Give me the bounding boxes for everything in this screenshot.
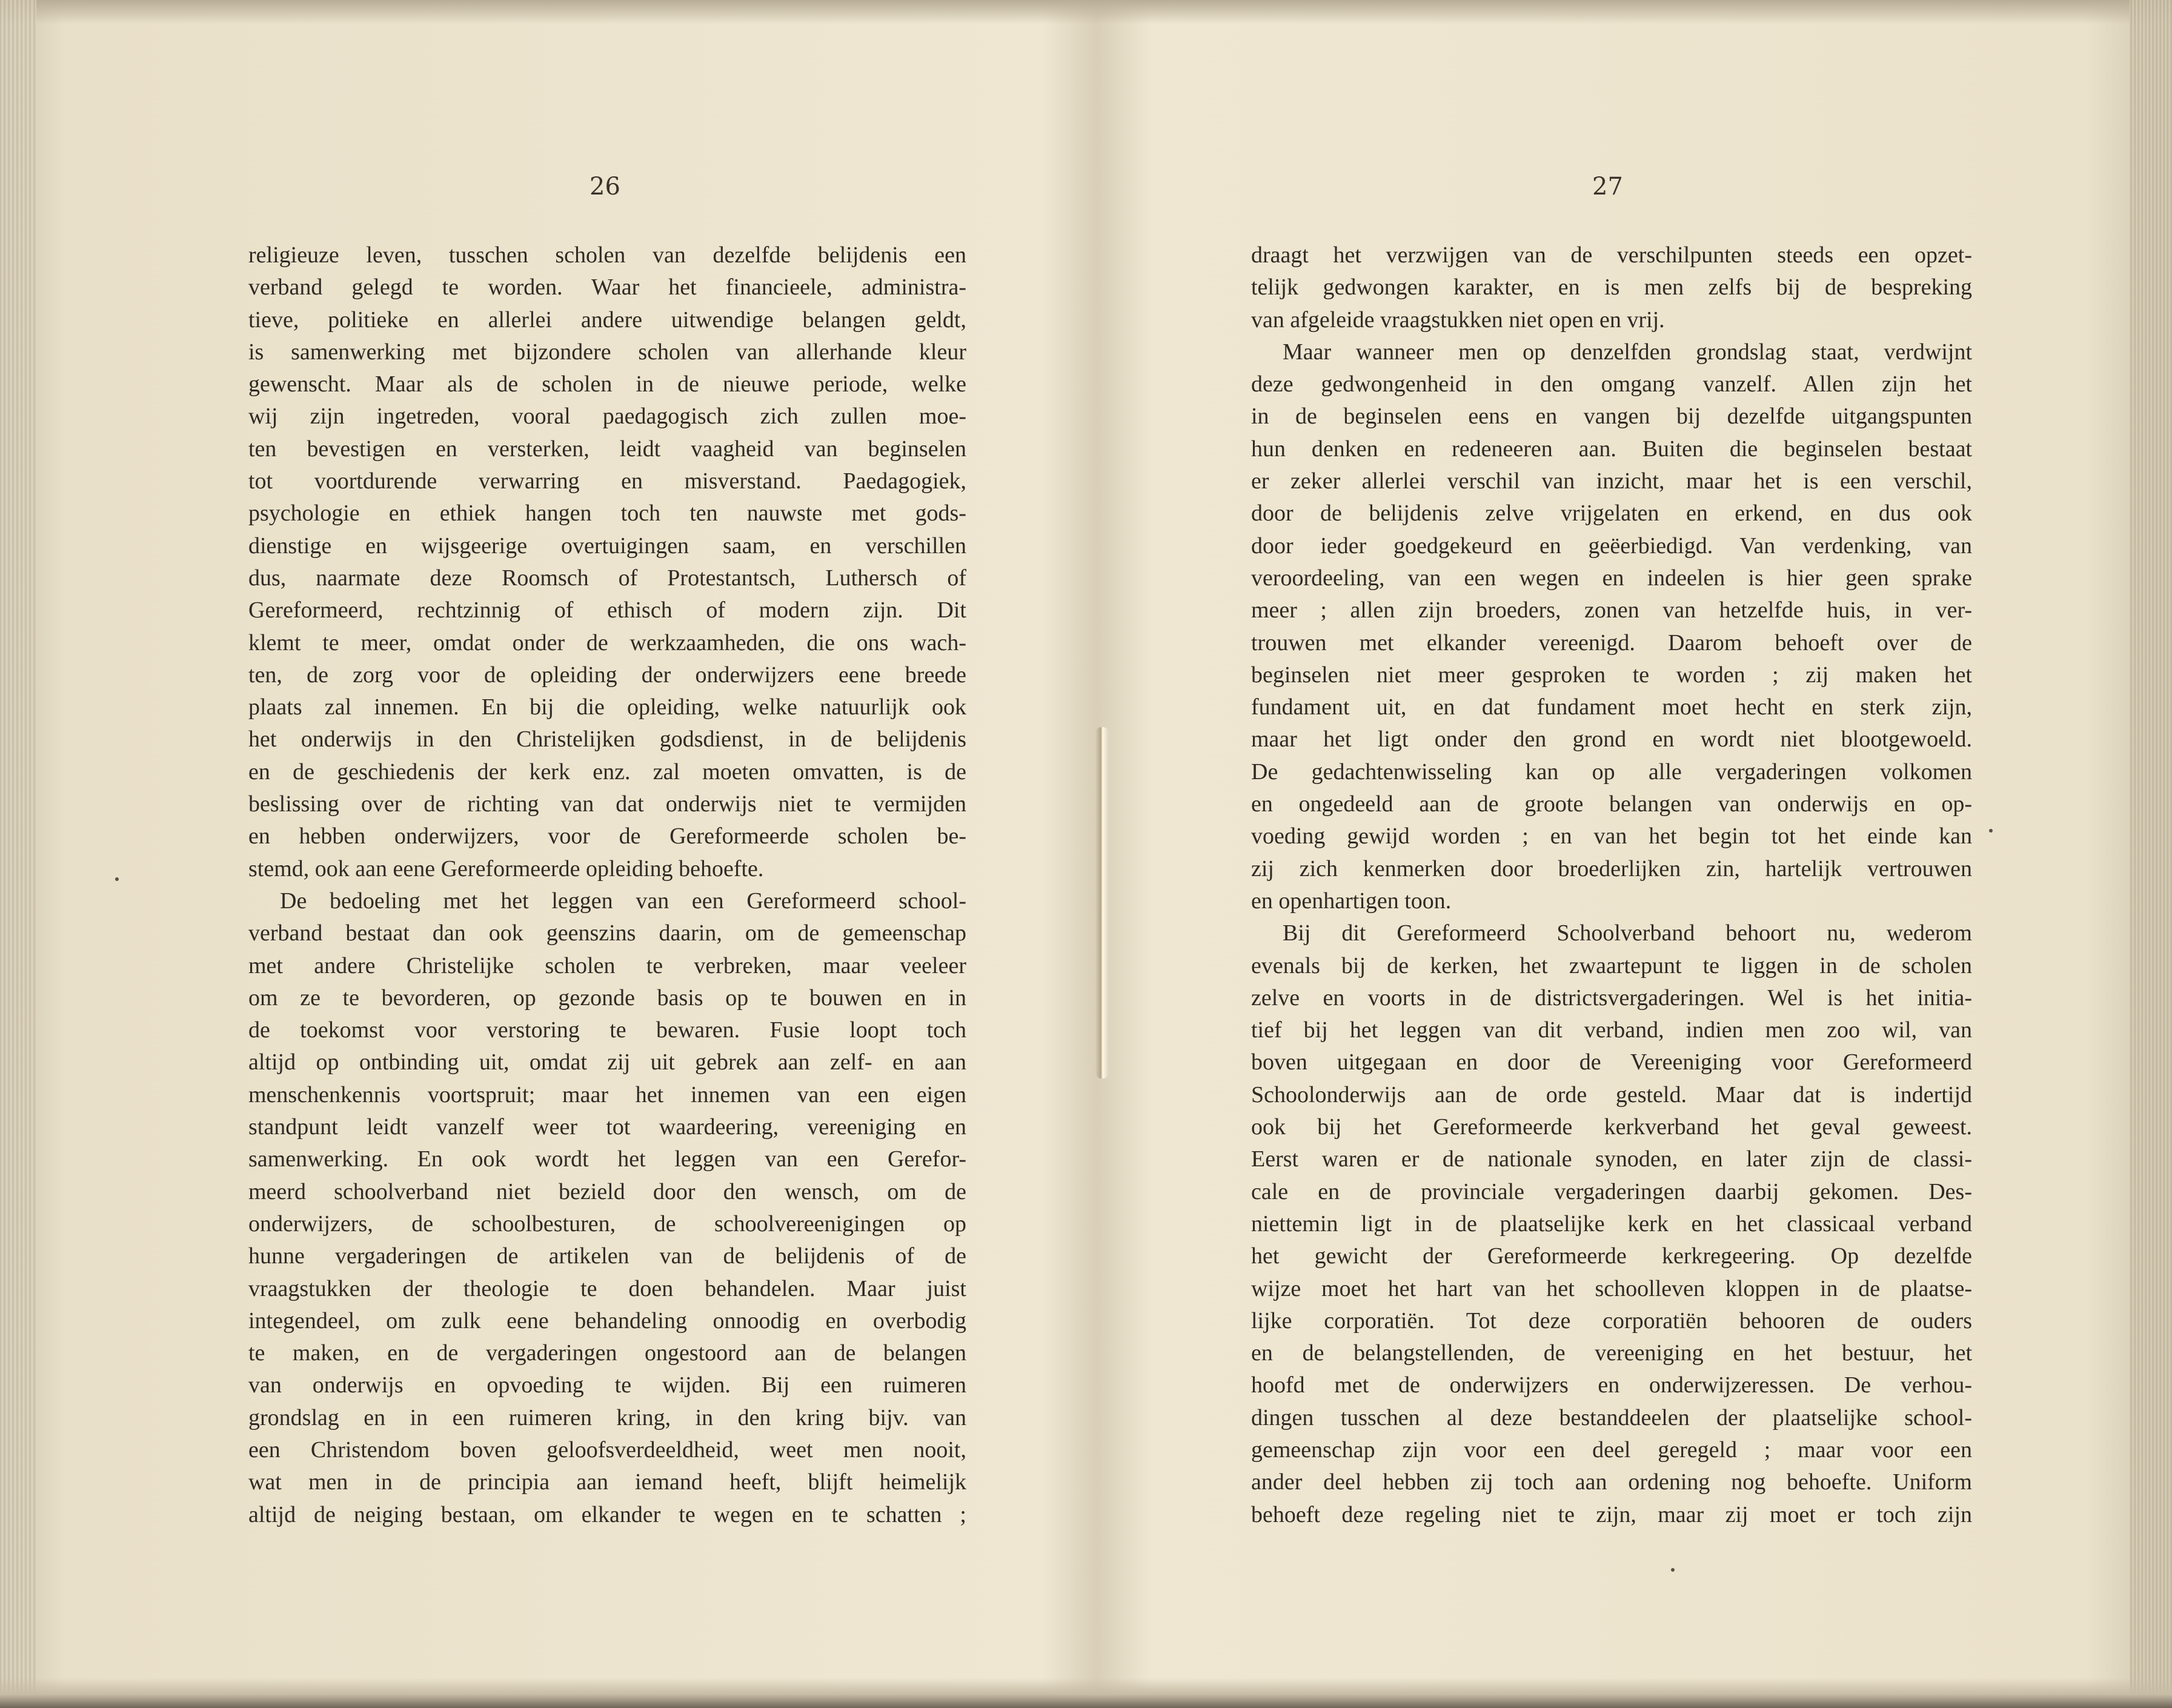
paper-speck	[1989, 829, 1993, 832]
text-line: tot voortdurende verwarring en misverstand. Paedagogiek,	[248, 468, 966, 494]
text-line: religieuze leven, tusschen scholen van dezelfde belijdenis een	[248, 242, 966, 268]
text-line: en hebben onderwijzers, voor de Gereformeerde scholen be-	[248, 823, 966, 849]
text-line: stemd, ook aan eene Gereformeerde opleiding behoefte.	[248, 856, 764, 882]
left-page-stack-edge	[0, 0, 36, 1708]
left-page-text-column	[248, 239, 966, 1531]
text-line: door de belijdenis zelve vrijgelaten en erkend, en dus ook	[1251, 500, 1972, 527]
text-line: De gedachtenwisseling kan op alle vergaderingen volkomen	[1251, 759, 1972, 785]
text-line: met andere Christelijke scholen te verbreken, maar veeleer	[248, 952, 966, 979]
text-line: zelve en voorts in de districtsvergaderingen. Wel is het initia-	[1251, 985, 1972, 1011]
text-line: klemt te meer, omdat onder de werkzaamheden, die ons wach-	[248, 630, 966, 656]
page-number-left: 26	[589, 173, 620, 201]
text-line: fundament uit, en dat fundament moet hecht en sterk zijn,	[1251, 694, 1972, 720]
text-line: en de geschiedenis der kerk enz. zal moeten omvatten, is de	[248, 759, 966, 785]
text-line: tieve, politieke en allerlei andere uitwendige belangen geldt,	[248, 307, 966, 333]
text-line: veroordeeling, van een wegen en indeelen is hier geen sprake	[1251, 565, 1972, 591]
text-line: te maken, en de vergaderingen ongestoord aan de belangen	[248, 1340, 966, 1366]
text-line: lijke corporatiën. Tot deze corporatiën behooren de ouders	[1251, 1308, 1972, 1334]
right-page-text-column	[1251, 239, 1972, 1531]
text-line: gewenscht. Maar als de scholen in de nieuwe periode, welke	[248, 371, 966, 397]
text-line: de toekomst voor verstoring te bewaren. Fusie loopt toch	[248, 1017, 966, 1043]
text-line: het gewicht der Gereformeerde kerkregeering. Op dezelfde	[1251, 1243, 1972, 1269]
text-line: plaats zal innemen. En bij die opleiding, welke natuurlijk ook	[248, 694, 966, 720]
text-line: behoeft deze regeling niet te zijn, maar zij moet er toch zijn	[1251, 1501, 1972, 1527]
text-line: altijd op ontbinding uit, omdat zij uit gebrek aan zelf- en aan	[248, 1049, 966, 1075]
text-line: voeding gewijd worden ; en van het begin tot het einde kan	[1251, 823, 1972, 849]
text-line: integendeel, om zulk eene behandeling onnoodig en overbodig	[248, 1308, 966, 1334]
top-edge-shadow	[0, 0, 2172, 24]
text-line: en openhartigen toon.	[1251, 888, 1452, 914]
text-line: en ongedeeld aan de groote belangen van onderwijs en op-	[1251, 791, 1972, 817]
text-line: beslissing over de richting van dat onderwijs niet te vermijden	[248, 791, 966, 817]
text-line: ten bevestigen en versterken, leidt vaagheid van beginselen	[248, 436, 966, 462]
text-line: dus, naarmate deze Roomsch of Protestantsch, Luthersch of	[248, 565, 966, 591]
text-line: om ze te bevorderen, op gezonde basis op te bouwen en in	[248, 985, 966, 1011]
text-line: draagt het verzwijgen van de verschilpunten steeds een opzet-	[1251, 242, 1972, 268]
text-line: grondslag en in een ruimeren kring, in den kring bijv. van	[248, 1404, 966, 1431]
text-line: dienstige en wijsgeerige overtuigingen saam, en verschillen	[248, 533, 966, 559]
text-line: wij zijn ingetreden, vooral paedagogisch zich zullen moe-	[248, 404, 966, 430]
binding-gutter	[1095, 727, 1109, 1078]
paper-speck	[1671, 1568, 1675, 1572]
text-line: psychologie en ethiek hangen toch ten nauwste met gods-	[248, 500, 966, 527]
text-line: meer ; allen zijn broeders, zonen van hetzelfde huis, in ver-	[1251, 597, 1972, 623]
text-line: trouwen met elkander vereenigd. Daarom behoeft over de	[1251, 630, 1972, 656]
text-line: een Christendom boven geloofsverdeeldheid, weet men nooit,	[248, 1437, 966, 1463]
text-line: Schoolonderwijs aan de orde gesteld. Maar dat is indertijd	[1251, 1082, 1972, 1108]
text-line: en de belangstellenden, de vereeniging en het bestuur, het	[1251, 1340, 1972, 1366]
text-line: vraagstukken der theologie te doen behandelen. Maar juist	[248, 1275, 966, 1301]
text-line: altijd de neiging bestaan, om elkander te wegen en te schatten ;	[248, 1501, 966, 1527]
text-line: ander deel hebben zij toch aan ordening nog behoefte. Uniform	[1251, 1469, 1972, 1495]
text-line: wat men in de principia aan iemand heeft, blijft heimelijk	[248, 1469, 966, 1495]
right-page-stack-edge	[2130, 0, 2172, 1708]
text-line: beginselen niet meer gesproken te worden ; zij maken het	[1251, 662, 1972, 688]
bottom-edge-shadow	[0, 1678, 2172, 1708]
text-line: telijk gedwongen karakter, en is men zelfs bij de bespreking	[1251, 274, 1972, 301]
text-line: hoofd met de onderwijzers en onderwijzeressen. De verhou-	[1251, 1372, 1972, 1398]
text-line: verband gelegd te worden. Waar het financieele, administra-	[248, 274, 966, 301]
text-line: ook bij het Gereformeerde kerkverband het geval geweest.	[1251, 1114, 1972, 1140]
text-line: boven uitgegaan en door de Vereeniging voor Gereformeerd	[1251, 1049, 1972, 1075]
text-line: verband bestaat dan ook geenszins daarin, om de gemeenschap	[248, 920, 966, 946]
text-line: Maar wanneer men op denzelfden grondslag staat, verdwijnt	[1283, 339, 1972, 365]
text-line: hun denken en redeneeren aan. Buiten die beginselen bestaat	[1251, 436, 1972, 462]
text-line: door ieder goedgekeurd en geëerbiedigd. Van verdenking, van	[1251, 533, 1972, 559]
text-line: zij zich kenmerken door broederlijken zin, hartelijk vertrouwen	[1251, 856, 1972, 882]
text-line: menschenkennis voortspruit; maar het innemen van een eigen	[248, 1082, 966, 1108]
text-line: Eerst waren er de nationale synoden, en later zijn de classi-	[1251, 1146, 1972, 1172]
text-line: meerd schoolverband niet bezield door den wensch, om de	[248, 1178, 966, 1205]
text-line: dingen tusschen al deze bestanddeelen der plaatselijke school-	[1251, 1404, 1972, 1431]
text-line: Gereformeerd, rechtzinnig of ethisch of modern zijn. Dit	[248, 597, 966, 623]
text-line: Bij dit Gereformeerd Schoolverband behoort nu, wederom	[1283, 920, 1972, 946]
text-line: niettemin ligt in de plaatselijke kerk en het classicaal verband	[1251, 1211, 1972, 1237]
text-line: wijze moet het hart van het schoolleven kloppen in de plaatse-	[1251, 1275, 1972, 1301]
paper-speck	[115, 877, 119, 881]
text-line: ten, de zorg voor de opleiding der onderwijzers eene breede	[248, 662, 966, 688]
text-line: van afgeleide vraagstukken niet open en vrij.	[1251, 307, 1665, 333]
text-line: het onderwijs in den Christelijken godsdienst, in de belijdenis	[248, 726, 966, 753]
text-line: deze gedwongenheid in den omgang vanzelf. Allen zijn het	[1251, 371, 1972, 397]
text-line: standpunt leidt vanzelf weer tot waardeering, vereeniging en	[248, 1114, 966, 1140]
text-line: er zeker allerlei verschil van inzicht, maar het is een verschil,	[1251, 468, 1972, 494]
text-line: evenals bij de kerken, het zwaartepunt te liggen in de scholen	[1251, 952, 1972, 979]
text-line: maar het ligt onder den grond en wordt niet blootgewoeld.	[1251, 726, 1972, 753]
text-line: hunne vergaderingen de artikelen van de belijdenis of de	[248, 1243, 966, 1269]
page-number-right: 27	[1592, 173, 1623, 201]
text-line: onderwijzers, de schoolbesturen, de schoolvereenigingen op	[248, 1211, 966, 1237]
text-line: is samenwerking met bijzondere scholen van allerhande kleur	[248, 339, 966, 365]
text-line: samenwerking. En ook wordt het leggen van een Gerefor-	[248, 1146, 966, 1172]
text-line: in de beginselen eens en vangen bij dezelfde uitgangspunten	[1251, 404, 1972, 430]
text-line: cale en de provinciale vergaderingen daarbij gekomen. Des-	[1251, 1178, 1972, 1205]
text-line: van onderwijs en opvoeding te wijden. Bij een ruimeren	[248, 1372, 966, 1398]
text-line: tief bij het leggen van dit verband, indien men zoo wil, van	[1251, 1017, 1972, 1043]
text-line: gemeenschap zijn voor een deel geregeld ; maar voor een	[1251, 1437, 1972, 1463]
text-line: De bedoeling met het leggen van een Gereformeerd school-	[280, 888, 966, 914]
